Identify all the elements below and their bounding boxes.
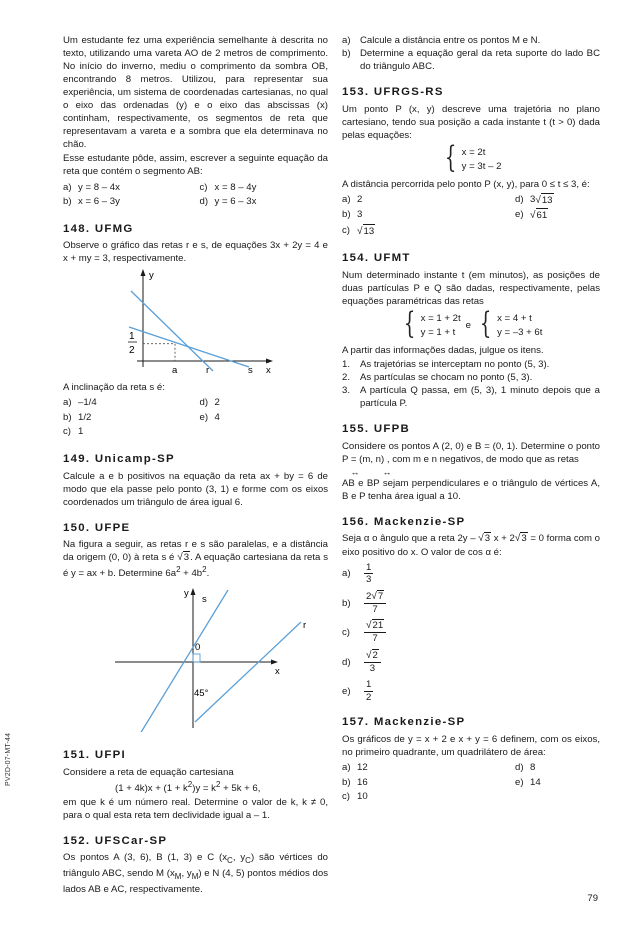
label-a: a: [172, 365, 178, 377]
question-154-systems: { x = 1 + 2t y = 1 + t e { x = 4 + t y = –3 + 6t: [403, 306, 543, 342]
label-y: y: [184, 588, 189, 600]
question-149-text: Calcule a e b positivos na equação da reta ax + by = 6 de modo que ela passe pelo ponto (3, 1) e forme com os eixos coordenados um triângulo de área igual 6.: [63, 470, 328, 508]
intro-options: [63, 181, 328, 210]
label-angle: 45°: [194, 688, 209, 700]
question-154-item-3: 3. A partícula Q passa, em (5, 3), 1 minuto depois que a partícula P.: [342, 384, 600, 410]
question-148-title: 148. UFMG: [63, 222, 134, 235]
graph-148: [63, 267, 328, 379]
option[interactable]: c) √ 13: [342, 224, 600, 240]
label-s: s: [248, 365, 253, 377]
question-153-system: { x = 2t y = 3t – 2: [444, 139, 502, 175]
line-s: [140, 590, 228, 732]
option[interactable]: c) $\frac{√21}{7}$: [342, 620, 600, 645]
option[interactable]: b) 3: [342, 209, 363, 221]
option[interactable]: a) 2: [342, 193, 363, 205]
option[interactable]: a) 12: [342, 761, 368, 773]
option[interactable]: d) 8: [515, 761, 536, 773]
label-two: 2: [129, 345, 135, 357]
question-153-text: Um ponto P (x, y) descreve uma trajetória no plano cartesiano, tendo sua posição a cada instante t (t > 0) dada pelas equações:: [342, 103, 600, 141]
line-r: [195, 622, 301, 722]
option[interactable]: d) y = 6 – 3x: [199, 196, 257, 208]
question-152-text: Os pontos A (3, 6), B (1, 3) e C ($x_C$, $y_C$) são vértices do triângulo ABC, sendo M ($x_M$, $y_M$) e N (4, 5) pontos médios dos lados AB e AC, respectivamente.: [63, 852, 328, 895]
question-154-text: Num determinado instante t (em minutos), as posições de duas partículas P e Q são dadas, respectivamente, pelas equações paramétricas das retas: [342, 269, 600, 307]
question-156-title: 156. Mackenzie-SP: [342, 515, 466, 528]
question-154-prompt: A partir das informações dadas, julgue os itens.: [342, 344, 544, 356]
option[interactable]: c) x = 8 – 4y: [199, 181, 257, 193]
right-angle-mark: [193, 654, 200, 662]
label-one: 1: [129, 331, 135, 343]
graph-150: [63, 582, 328, 732]
right-column: [342, 34, 600, 805]
side-code: PV2D-07-MT-44: [5, 732, 12, 786]
question-157-options: [342, 761, 600, 805]
option[interactable]: d) 3 √ 13: [475, 193, 600, 209]
question-148-text: Observe o gráfico das retas r e s, de equações 3x + 2y = 4 e x + my = 3, respectivamente.: [63, 240, 328, 265]
question-154-item-2: 2. As partículas se chocam no ponto (5, 3).: [342, 371, 533, 383]
question-155-text-1: Considere os pontos A (2, 0) e B = (0, 1). Determine o ponto P = (m, n) , com m e n negativos, de modo que as retas: [342, 440, 600, 465]
question-153-options: [342, 193, 600, 240]
option[interactable]: a) $\frac{1}{3}$: [342, 561, 372, 586]
question-150-text: Na figura a seguir, as retas r e s são paralelas, e a distância da origem (0, 0) à reta s é √3. A equação cartesiana da reta s é y = ax + b. Determine $6a^2 + 4b^2$.: [63, 539, 329, 580]
question-152-item-b: b) Determine a equação geral da reta suporte do lado BC do triângulo ABC.: [342, 48, 600, 73]
question-157-title: 157. Mackenzie-SP: [342, 716, 466, 729]
question-150-title: 150. UFPE: [63, 521, 131, 534]
option[interactable]: a) y = 8 – 4x: [63, 181, 120, 193]
label-x: x: [266, 365, 271, 377]
label-r: r: [206, 365, 210, 377]
question-152-item-a: a) Calcule a distância entre os pontos M e N.: [342, 35, 541, 46]
question-148-options: [63, 396, 328, 440]
intro-paragraph-1: Um estudante fez uma experiência semelhante à descrita no texto, utilizando uma vareta AO de 2 metros de comprimento. No início do inverno, mediu o comprimento da sombra OB, encontrando 8 metros. Utilizou, para representar sua experiência, um sistema de coordenadas cartesianas, no qual o eixo das ordenadas (y) e o eixo das abscissas (x) continham, respectivamente, os segmentos de reta que representavam a vareta e a sombra que ela determinava no chão.: [63, 35, 328, 151]
question-148-prompt: A inclinação da reta s é:: [63, 382, 165, 394]
option[interactable]: e) $\frac{1}{2}$: [342, 679, 372, 703]
intro-paragraph-2: Esse estudante pôde, assim, escrever a seguinte equação da reta que contém o segmento AB:: [63, 153, 328, 178]
question-154-item-1: 1. As trajetórias se interceptam no ponto (5, 3).: [342, 358, 550, 370]
label-y: y: [149, 270, 154, 282]
question-157-text: Os gráficos de y = x + 2 e x + y = 6 definem, com os eixos, no primeiro quadrante, um quadrilátero de área:: [342, 733, 600, 758]
option[interactable]: b) $\frac{2√7}{7}$: [342, 591, 600, 616]
label-zero: 0: [195, 642, 201, 654]
page-number: 79: [587, 893, 598, 905]
label-s: s: [202, 594, 207, 606]
option[interactable]: c) 1: [63, 426, 84, 438]
option[interactable]: b) 16: [342, 776, 368, 788]
question-155-text-2: AB e BP sejam perpendiculares e o triângulo de vértices A, B e P tenha área igual a 10.: [342, 477, 600, 502]
question-151-equation: $(1 + 4k)x + (1 + k^2)y = k^2 + 5k + 6$,: [115, 779, 261, 794]
question-153-prompt: A distância percorrida pelo ponto P (x, y), para 0 ≤ t ≤ 3, é:: [342, 178, 590, 190]
question-154-title: 154. UFMT: [342, 252, 411, 265]
option[interactable]: e) 14: [515, 776, 541, 788]
question-152-title: 152. UFSCar-SP: [63, 834, 168, 847]
option[interactable]: d) 2: [199, 397, 220, 409]
option[interactable]: d) $\frac{√2}{3}$: [342, 650, 600, 675]
question-155-title: 155. UFPB: [342, 423, 411, 436]
left-column: [63, 34, 328, 897]
option[interactable]: a) –1/4: [63, 397, 97, 409]
question-151-title: 151. UFPI: [63, 749, 126, 762]
question-151-text-1: Considere a reta de equação cartesiana: [63, 766, 234, 778]
option[interactable]: c) 10: [342, 791, 368, 803]
option[interactable]: b) x = 6 – 3y: [63, 196, 120, 208]
label-r: r: [303, 620, 307, 632]
question-156-text: Seja α o ângulo que a reta 2y – √3 x + 2√3 = 0 forma com o eixo positivo do x. O valor de cos α é:: [342, 533, 600, 558]
option[interactable]: e) √ 61: [475, 208, 600, 224]
vector-arrows: ↔ ↔: [350, 466, 392, 477]
question-151-text-2: em que k é um número real. Determine o valor de k, k ≠ 0, para o qual esta reta tem declividade igual a – 1.: [63, 796, 328, 821]
option[interactable]: e) 4: [199, 411, 220, 423]
option[interactable]: b) 1/2: [63, 411, 92, 423]
question-153-title: 153. UFRGS-RS: [342, 86, 444, 99]
label-x: x: [275, 666, 280, 678]
question-149-title: 149. Unicamp-SP: [63, 453, 175, 466]
